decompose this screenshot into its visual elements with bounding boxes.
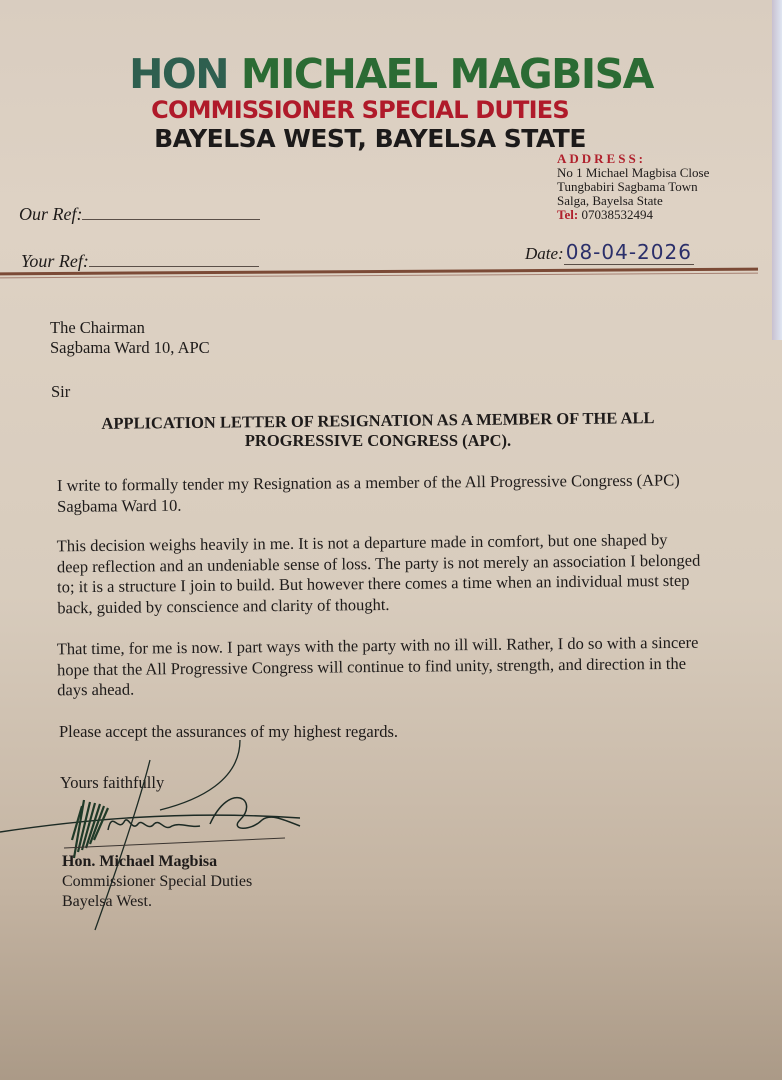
tel-label: Tel: <box>557 207 579 222</box>
signer-block <box>62 852 252 912</box>
tel-value: 07038532494 <box>581 207 653 222</box>
body-paragraph: Please accept the assurances of my highest regards. <box>59 722 399 741</box>
subject-heading <box>58 408 698 451</box>
signer-region: Bayelsa West. <box>62 893 152 910</box>
address-tel <box>557 208 709 222</box>
your-ref-label: Your Ref: <box>21 251 89 271</box>
date-value: 08-04-2026 <box>565 240 692 264</box>
our-ref <box>19 204 260 225</box>
valediction: Yours faithfully <box>60 773 165 792</box>
subject-line-2: PROGRESSIVE CONGRESS (APC). <box>244 431 512 450</box>
date-label: Date: <box>525 244 564 263</box>
date-row <box>525 240 694 264</box>
our-ref-label: Our Ref: <box>19 204 83 224</box>
your-ref <box>21 251 259 272</box>
body-paragraph: That time, for me is now. I part ways with the party with no ill will. Rather, I do so with a sincere hope that the All Progressive Congress will continue to find unity, strength, and direction in the days ahead. <box>56 632 699 700</box>
our-ref-field <box>82 205 260 220</box>
address-line: Salga, Bayelsa State <box>557 193 663 208</box>
letterhead-name-prefix: HON <box>129 50 229 98</box>
subject-line-1: APPLICATION LETTER OF RESIGNATION AS A MEMBER OF THE ALL <box>101 408 655 433</box>
body-paragraph: This decision weighs heavily in me. It is not a departure made in comfort, but one shaped by deep reflection and an undeniable sense of loss. The party is not merely an association I belonged to; it is a structure I join to build. But however there comes a time when an individual must step back, guided by conscience and clarity of thought. <box>56 529 701 617</box>
letterhead-name <box>0 50 782 98</box>
letterhead-region: BAYELSA WEST, BAYELSA STATE <box>154 124 586 153</box>
recipient-line: The Chairman <box>50 318 145 337</box>
recipient-block <box>50 318 210 358</box>
address-heading: ADDRESS: <box>557 151 647 166</box>
your-ref-field <box>89 252 259 267</box>
address-block <box>557 152 709 222</box>
signer-title: Commissioner Special Duties <box>62 873 253 890</box>
body-paragraph: I write to formally tender my Resignation as a member of the All Progressive Congress (APC) Sagbama Ward 10. <box>56 470 680 516</box>
letterhead-title: COMMISSIONER SPECIAL DUTIES <box>151 96 569 124</box>
signer-name: Hon. Michael Magbisa <box>62 853 218 870</box>
address-line: No 1 Michael Magbisa Close <box>557 165 710 180</box>
salutation: Sir <box>51 382 71 401</box>
letterhead-name-rest: MICHAEL MAGBISA <box>240 50 653 98</box>
address-line: Tungbabiri Sagbama Town <box>557 179 698 194</box>
recipient-line: Sagbama Ward 10, APC <box>50 338 210 357</box>
